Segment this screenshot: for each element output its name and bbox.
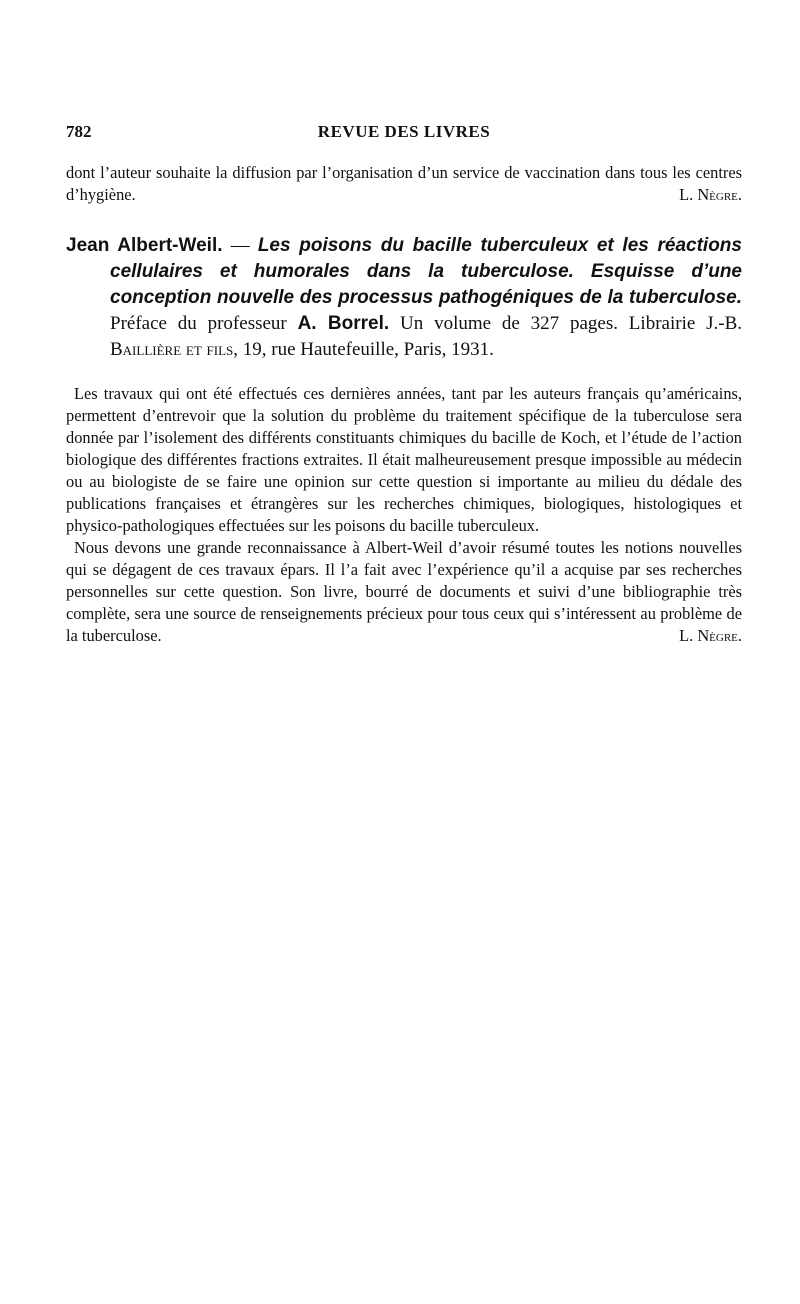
page-number: 782: [66, 122, 92, 141]
review-paragraph: [66, 537, 742, 647]
review-title: Les poisons du bacille tuberculeux et les réactions cellulaires et humorales dans la tuberculose. Esquisse d’une conception nouvelle des processus pathogéniques de la tuberculose.: [110, 235, 742, 308]
running-head: REVUE DES LIVRES: [317, 122, 491, 141]
review-citation: [66, 233, 742, 363]
citation-dash: —: [222, 235, 258, 256]
continuation-paragraph: [66, 162, 742, 206]
publisher-address: , 19, rue Hautefeuille, Paris, 1931.: [233, 339, 494, 360]
volume-info: Un volume de 327 pages. Librairie J.-B.: [389, 313, 742, 334]
review-signature: L. Nègre.: [679, 626, 742, 645]
continuation-text: dont l’auteur souhaite la diffusion par l’organisation d’un service de vaccination dans tous les centres d’hygiène.: [66, 163, 742, 204]
page-header: [66, 118, 742, 148]
review-body: [66, 383, 742, 647]
publisher-name: Baillière et fils: [110, 339, 234, 360]
review-paragraph: Les travaux qui ont été effectués ces dernières années, tant par les auteurs français qu’américains, permettent d’entrevoir que la solution du problème du traitement spécifique de la tuberculose sera donnée par l’isolement des différents constituants chimiques du bacille de Koch, et l’étude de l’action biologique des différentes fractions extraites. Il était malheureusement presque impossible au médecin ou au biologiste de se faire une opinion sur cette question si importante au milieu du dédale des publications françaises et étrangères sur les recherches chimiques, biologiques, histologiques et physico-pathologiques effectuées sur les poisons du bacille tuberculeux.: [66, 384, 742, 535]
preface-name: A. Borrel.: [297, 313, 390, 334]
review-paragraph-text: Nous devons une grande reconnaissance à Albert-Weil d’avoir résumé toutes les notions nouvelles qui se dégagent de ces travaux épars. Il l’a fait avec l’expérience qu’il a acquise par ses recherches personnelles sur cette question. Son livre, bourré de documents et suivi d’une bibliographie très complète, sera une source de renseignements précieux pour tous ceux qui s’intéressent au problème de la tuberculose.: [66, 538, 742, 645]
page: [66, 118, 742, 647]
continuation-signature: L. Nègre.: [679, 185, 742, 204]
review-author: Jean Albert-Weil.: [66, 235, 223, 256]
preface-prefix: Préface du professeur: [110, 313, 298, 334]
